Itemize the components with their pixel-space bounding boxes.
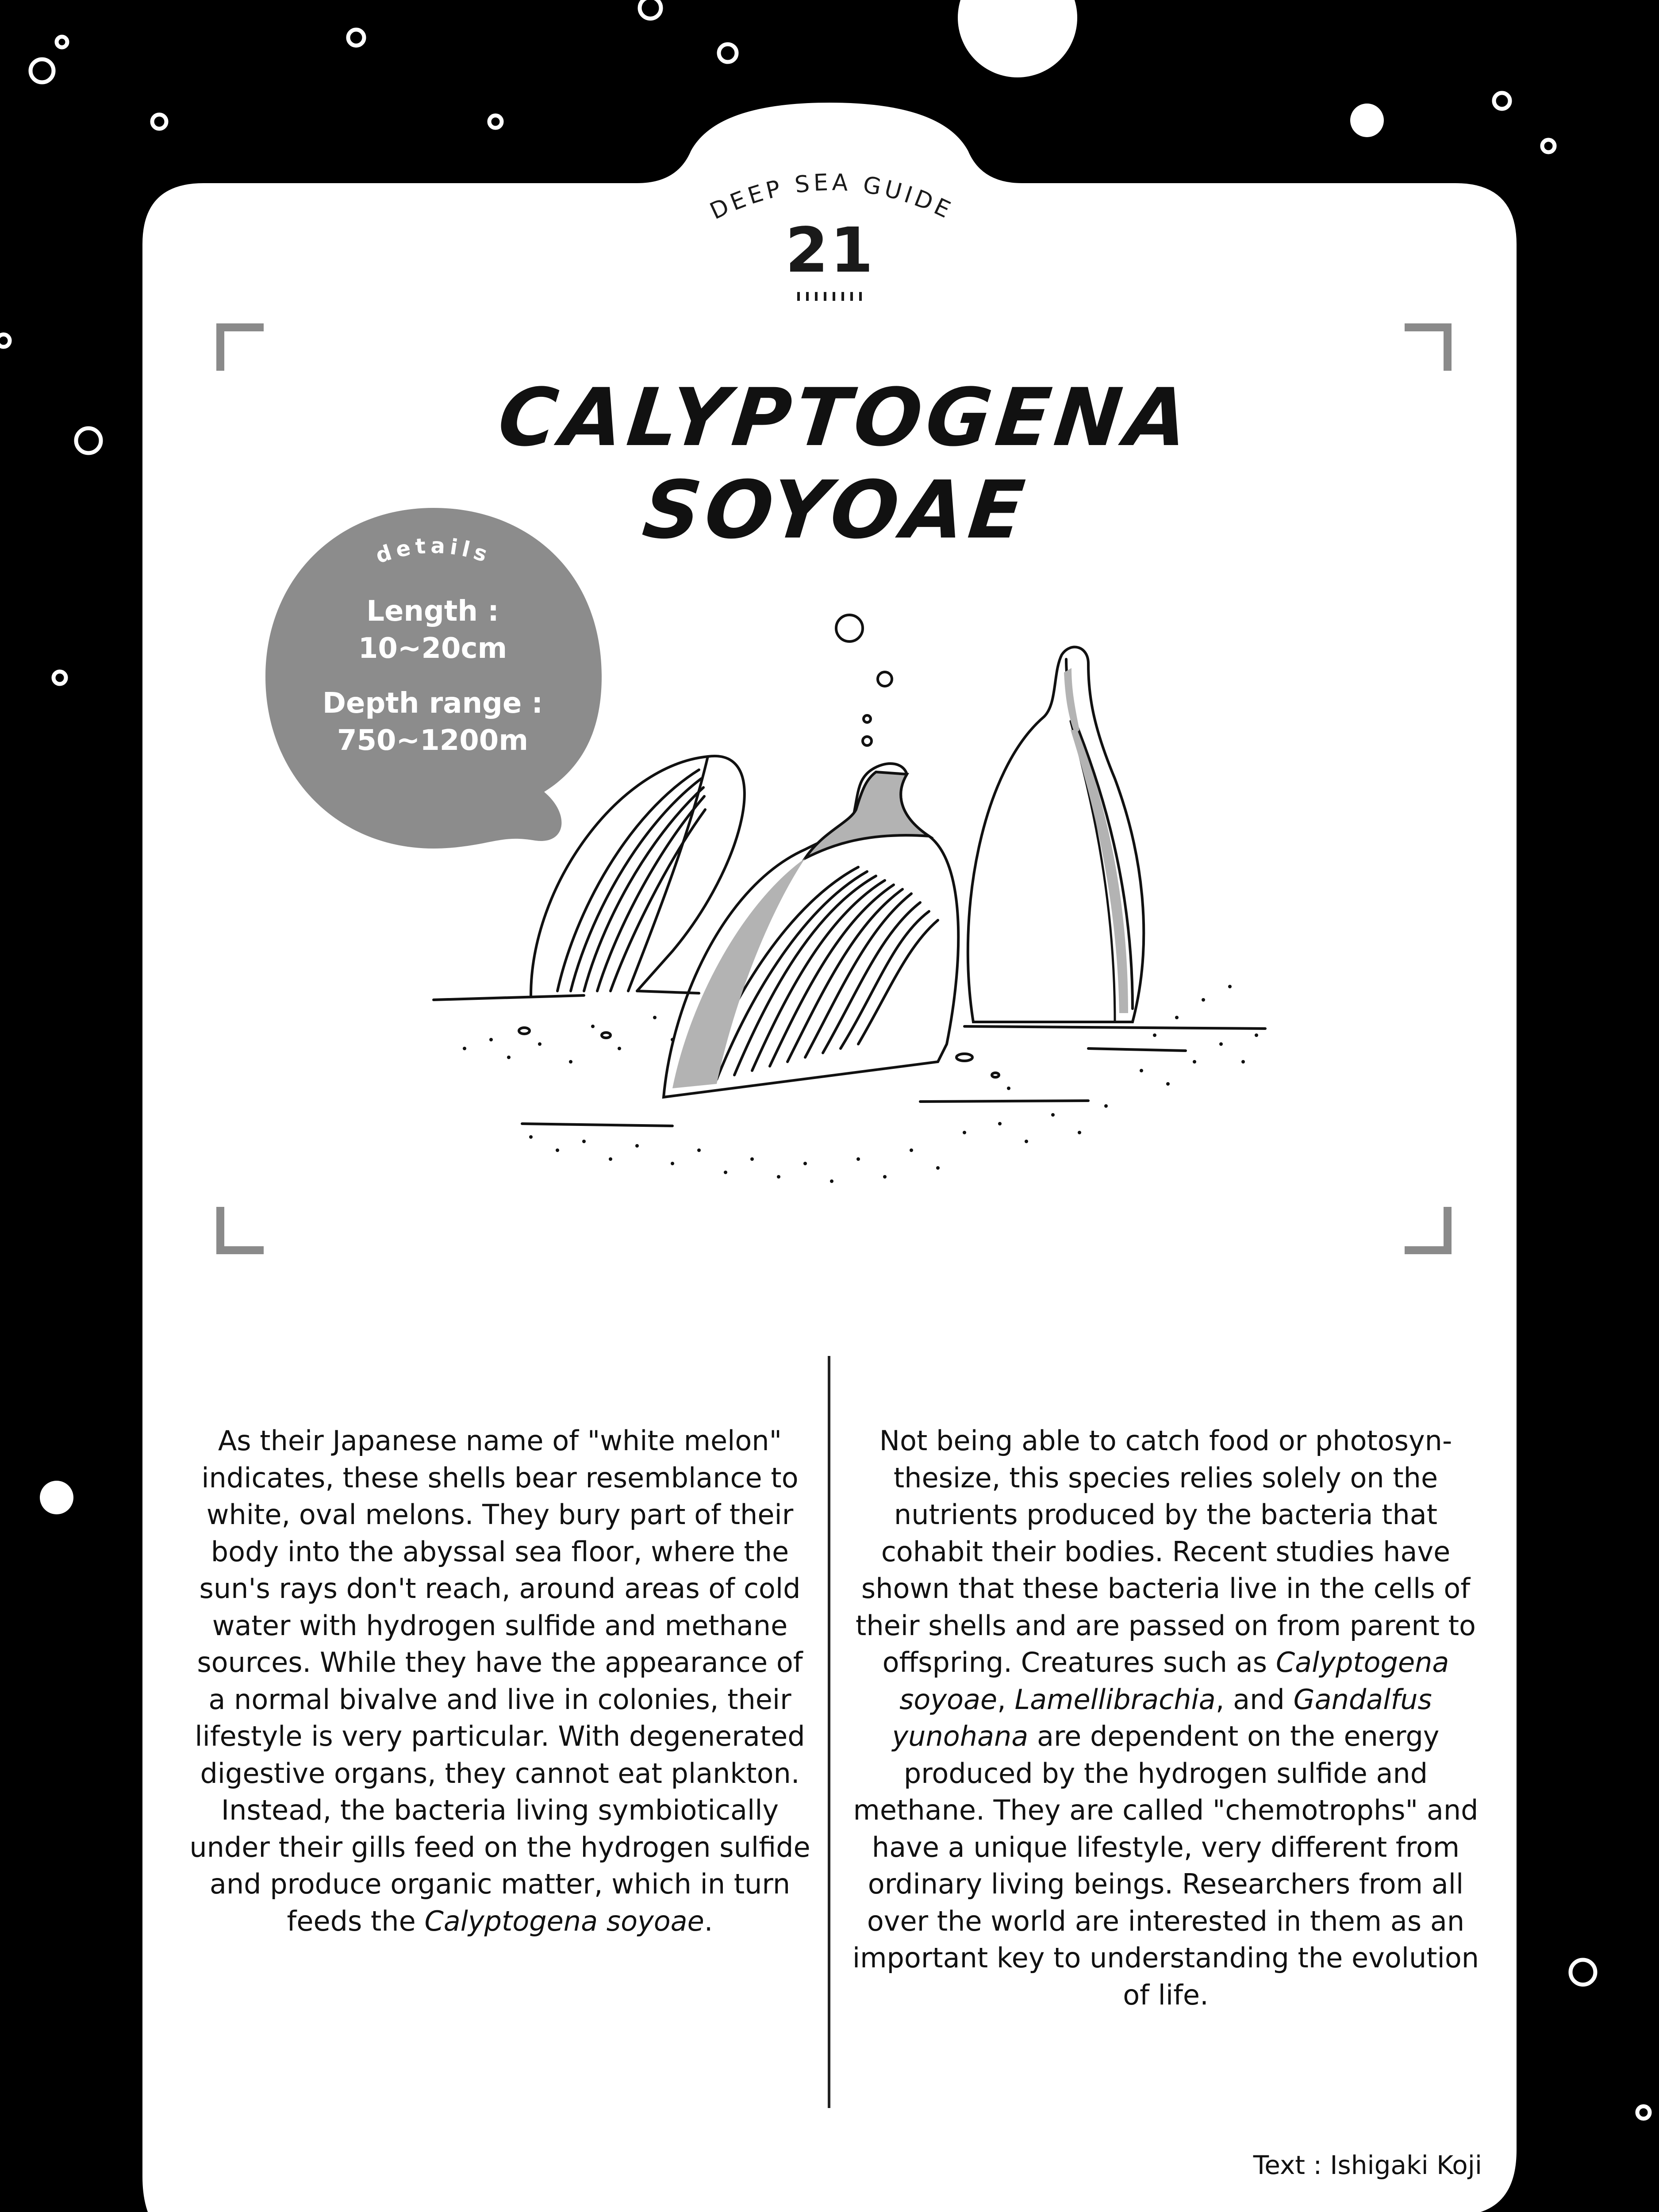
- body-text-left: [186, 1422, 814, 1939]
- details-label-arc: [336, 518, 531, 580]
- svg-text:details: [373, 533, 494, 568]
- depth-value: 750~1200m: [337, 724, 529, 757]
- body-right-italic: Lamellibrachia: [1014, 1683, 1216, 1716]
- body-text-right: [841, 1422, 1491, 2013]
- body-right-segment: are dependent on the energy produced by the hydrogen sulfide and methane. They are called "chemotrophs" and have a unique lifestyle, very different from ordinary living beings. Researchers from all over the world are interested in them as an important key to understanding the evolution of life.: [852, 1720, 1479, 2011]
- text-credit: Text : Ishigaki Koji: [1253, 2150, 1482, 2180]
- body-right-italic: Gandalfus yunohana: [892, 1683, 1432, 1752]
- column-divider: [828, 1356, 830, 2108]
- details-label: details: [373, 533, 495, 568]
- body-left-segment: As their Japanese name of "white melon" indicates, these shells bear resemblance to white, oval melons. They bury part of their body into the abyssal sea floor, where the sun's rays don't reach, around areas of cold water with hydrogen sulfide and methane sources. While they have the appearance of a normal bivalve and live in colonies, their lifestyle is very particular. With degenerated digestive organs, they cannot eat plankton. Instead, the bacteria living symbiotically under their gills feed on the hydrogen sulfide and produce organic matter, which in turn feeds the: [189, 1425, 810, 1937]
- body-left-segment: .: [704, 1905, 713, 1937]
- length-value: 10~20cm: [358, 632, 507, 665]
- body-right-segment: ,: [997, 1683, 1015, 1716]
- clam-illustration: [425, 602, 1283, 1212]
- length-label: Length :: [366, 595, 499, 628]
- depth-label: Depth range :: [322, 687, 543, 720]
- number-ticks: [796, 290, 863, 303]
- body-left-italic: Calyptogena soyoae: [424, 1905, 704, 1937]
- body-right-italic: Calyptogena soyoae: [899, 1646, 1449, 1716]
- series-label: DEEP SEA GUIDE: [706, 169, 958, 225]
- body-right-segment: , and: [1215, 1683, 1294, 1716]
- page-title: CALYPTOGENA SOYOAE: [494, 372, 1197, 557]
- body-right-segment: Not being able to catch food or photosyn-thesize, this species relies solely on the nutrients produced by the bacteria that cohabit their bodies. Recent studies have shown that these bacteria live in the cells of their shells and are passed on from parent to offspring. Creatures such as: [856, 1425, 1476, 1678]
- guide-number: 21: [785, 215, 875, 287]
- rising-bubbles: [836, 615, 892, 775]
